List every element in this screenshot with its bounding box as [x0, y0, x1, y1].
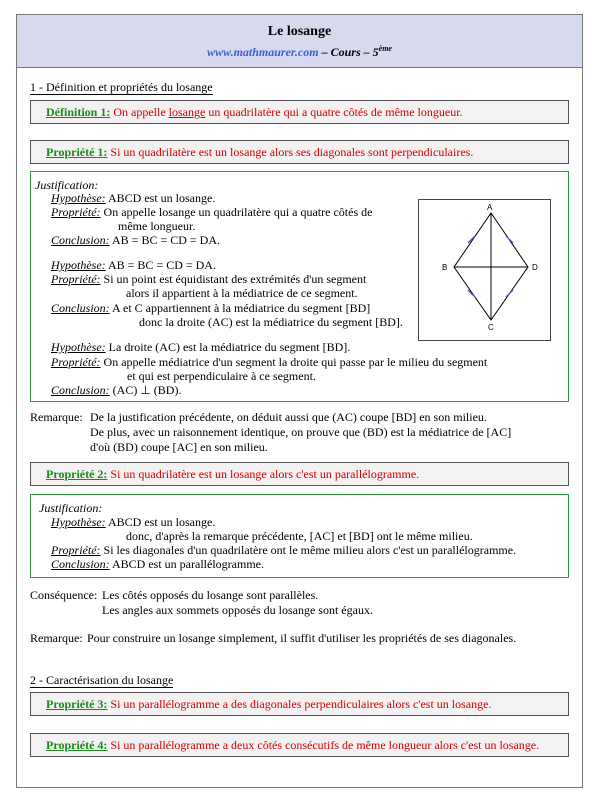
- propriete-1b: [51, 272, 366, 286]
- conclusion-4: [51, 557, 264, 571]
- hypothese-1: [51, 191, 215, 205]
- conclusion-2: [51, 301, 370, 315]
- hypothese-4: [51, 515, 215, 529]
- hypothese-2: [51, 258, 216, 272]
- rhombus-figure: [418, 199, 551, 341]
- hypothese-4-label: Hypothèse:: [51, 515, 106, 529]
- justification-2-title: Justification:: [39, 501, 103, 515]
- consequence-label: Conséquence:: [30, 588, 98, 602]
- propriete-2a: [51, 543, 516, 557]
- propriete-2a-label: Propriété:: [51, 543, 101, 557]
- propriete-1a-cont: même longueur.: [118, 219, 196, 233]
- propriete-1c-text: On appelle médiatrice d'un segment la droite qui passe par le milieu du segment: [100, 355, 488, 369]
- propriete-1b-label: Propriété:: [51, 272, 101, 286]
- hypothese-2-label: Hypothèse:: [51, 258, 106, 272]
- propriete-4-text: Si un parallélogramme a deux côtés consécutifs de même longueur alors c'est un losange.: [107, 738, 540, 752]
- propriete-1a: [51, 205, 372, 219]
- page-title: Le losange: [267, 24, 332, 39]
- tick-bc: [468, 290, 475, 297]
- hypothese-3: [51, 340, 350, 354]
- vertex-c-label: C: [488, 323, 494, 332]
- tick-cd: [506, 290, 513, 297]
- propriete-2-text: Si un quadrilatère est un losange alors c'est un parallélogramme.: [107, 467, 420, 481]
- propriete-1c-cont: et qui est perpendiculaire à ce segment.: [127, 369, 316, 383]
- conclusion-1: [51, 233, 220, 247]
- hypothese-1-label: Hypothèse:: [51, 191, 106, 205]
- propriete-1b-text: Si un point est équidistant des extrémités d'un segment: [100, 272, 367, 286]
- hypothese-4-text: ABCD est un losange.: [105, 515, 216, 529]
- header: [17, 15, 582, 68]
- conclusion-2-cont: donc la droite (AC) est la médiatrice du segment [BD].: [139, 315, 403, 329]
- remarque-1-label: Remarque:: [30, 410, 83, 424]
- justification-2-box: [30, 494, 569, 578]
- remarque-1-line-2: De plus, avec un raisonnement identique, on prouve que (BD) est la médiatrice de [AC]: [90, 425, 512, 439]
- propriete-1c-label: Propriété:: [51, 355, 101, 369]
- remarque-2-label: Remarque:: [30, 631, 83, 645]
- conclusion-3-label: Conclusion:: [51, 383, 110, 397]
- hypothese-1-text: ABCD est un losange.: [105, 191, 216, 205]
- conclusion-2-text: A et C appartiennent à la médiatrice du segment [BD]: [109, 301, 371, 315]
- definition-1-box: [30, 100, 569, 124]
- propriete-3-box: [30, 692, 569, 716]
- vertex-d-label: D: [532, 263, 538, 272]
- propriete-1-box: [30, 140, 569, 164]
- propriete-3-label: Propriété 3:: [46, 697, 108, 711]
- definition-1-label: Définition 1:: [46, 105, 111, 119]
- definition-1-text-start: On appelle: [110, 105, 169, 119]
- vertex-b-label: B: [442, 263, 448, 272]
- hypothese-3-text: La droite (AC) est la médiatrice du segment [BD].: [105, 340, 351, 354]
- propriete-1-label: Propriété 1:: [46, 145, 108, 159]
- conclusion-1-label: Conclusion:: [51, 233, 110, 247]
- propriete-3-text: Si un parallélogramme a des diagonales perpendiculaires alors c'est un losange.: [107, 697, 492, 711]
- hypothese-2-text: AB = BC = CD = DA.: [105, 258, 216, 272]
- propriete-4-box: [30, 733, 569, 757]
- definition-1-term: losange: [168, 105, 206, 119]
- vertex-a-label: A: [487, 203, 493, 212]
- definition-1-text-end: un quadrilatère qui a quatre côtés de même longueur.: [205, 105, 463, 119]
- remarque-1-line-1: De la justification précédente, on déduit aussi que (AC) coupe [BD] en son milieu.: [90, 410, 487, 424]
- consequence-line-1: Les côtés opposés du losange sont parallèles.: [102, 588, 319, 602]
- justification-1-title: Justification:: [35, 178, 99, 192]
- propriete-2-label: Propriété 2:: [46, 467, 108, 481]
- hypothese-3-label: Hypothèse:: [51, 340, 106, 354]
- propriete-1a-label: Propriété:: [51, 205, 101, 219]
- rhombus-drawing: [419, 200, 550, 340]
- propriete-1a-text: On appelle losange un quadrilatère qui a quatre côtés de: [100, 205, 373, 219]
- propriete-1b-cont: alors il appartient à la médiatrice de ce segment.: [126, 286, 358, 300]
- conclusion-1-text: AB = BC = CD = DA.: [109, 233, 220, 247]
- justification-1-box: [30, 171, 569, 402]
- document-page: [16, 14, 583, 788]
- subtitle: [17, 44, 582, 60]
- propriete-1-text: Si un quadrilatère est un losange alors ses diagonales sont perpendiculaires.: [107, 145, 474, 159]
- conclusion-3: [51, 383, 181, 397]
- conclusion-4-text: ABCD est un parallélogramme.: [109, 557, 264, 571]
- propriete-4-label: Propriété 4:: [46, 738, 108, 752]
- course-label: – Cours – 5: [318, 45, 379, 59]
- hypothese-4-cont: donc, d'après la remarque précédente, [AC] et [BD] ont le même milieu.: [126, 529, 473, 543]
- section-2-title: 2 - Caractérisation du losange: [30, 673, 174, 687]
- propriete-1c: [51, 355, 487, 369]
- propriete-2a-text: Si les diagonales d'un quadrilatère ont le même milieu alors c'est un parallélogramme.: [100, 543, 517, 557]
- section-1-title: 1 - Définition et propriétés du losange: [30, 80, 213, 94]
- site-link[interactable]: www.mathmaurer.com: [207, 45, 319, 59]
- propriete-2-box: [30, 462, 569, 486]
- conclusion-2-label: Conclusion:: [51, 301, 110, 315]
- conclusion-3-text: (AC) ⊥ (BD).: [109, 383, 182, 397]
- consequence-line-2: Les angles aux sommets opposés du losange sont égaux.: [102, 603, 373, 617]
- remarque-1-line-3: d'où (BD) coupe [AC] en son milieu.: [90, 440, 268, 454]
- conclusion-4-label: Conclusion:: [51, 557, 110, 571]
- tick-ad: [506, 236, 513, 243]
- course-exponent: ème: [378, 44, 392, 53]
- remarque-2-text: Pour construire un losange simplement, il suffit d'utiliser les propriétés de ses diagonales.: [87, 631, 517, 645]
